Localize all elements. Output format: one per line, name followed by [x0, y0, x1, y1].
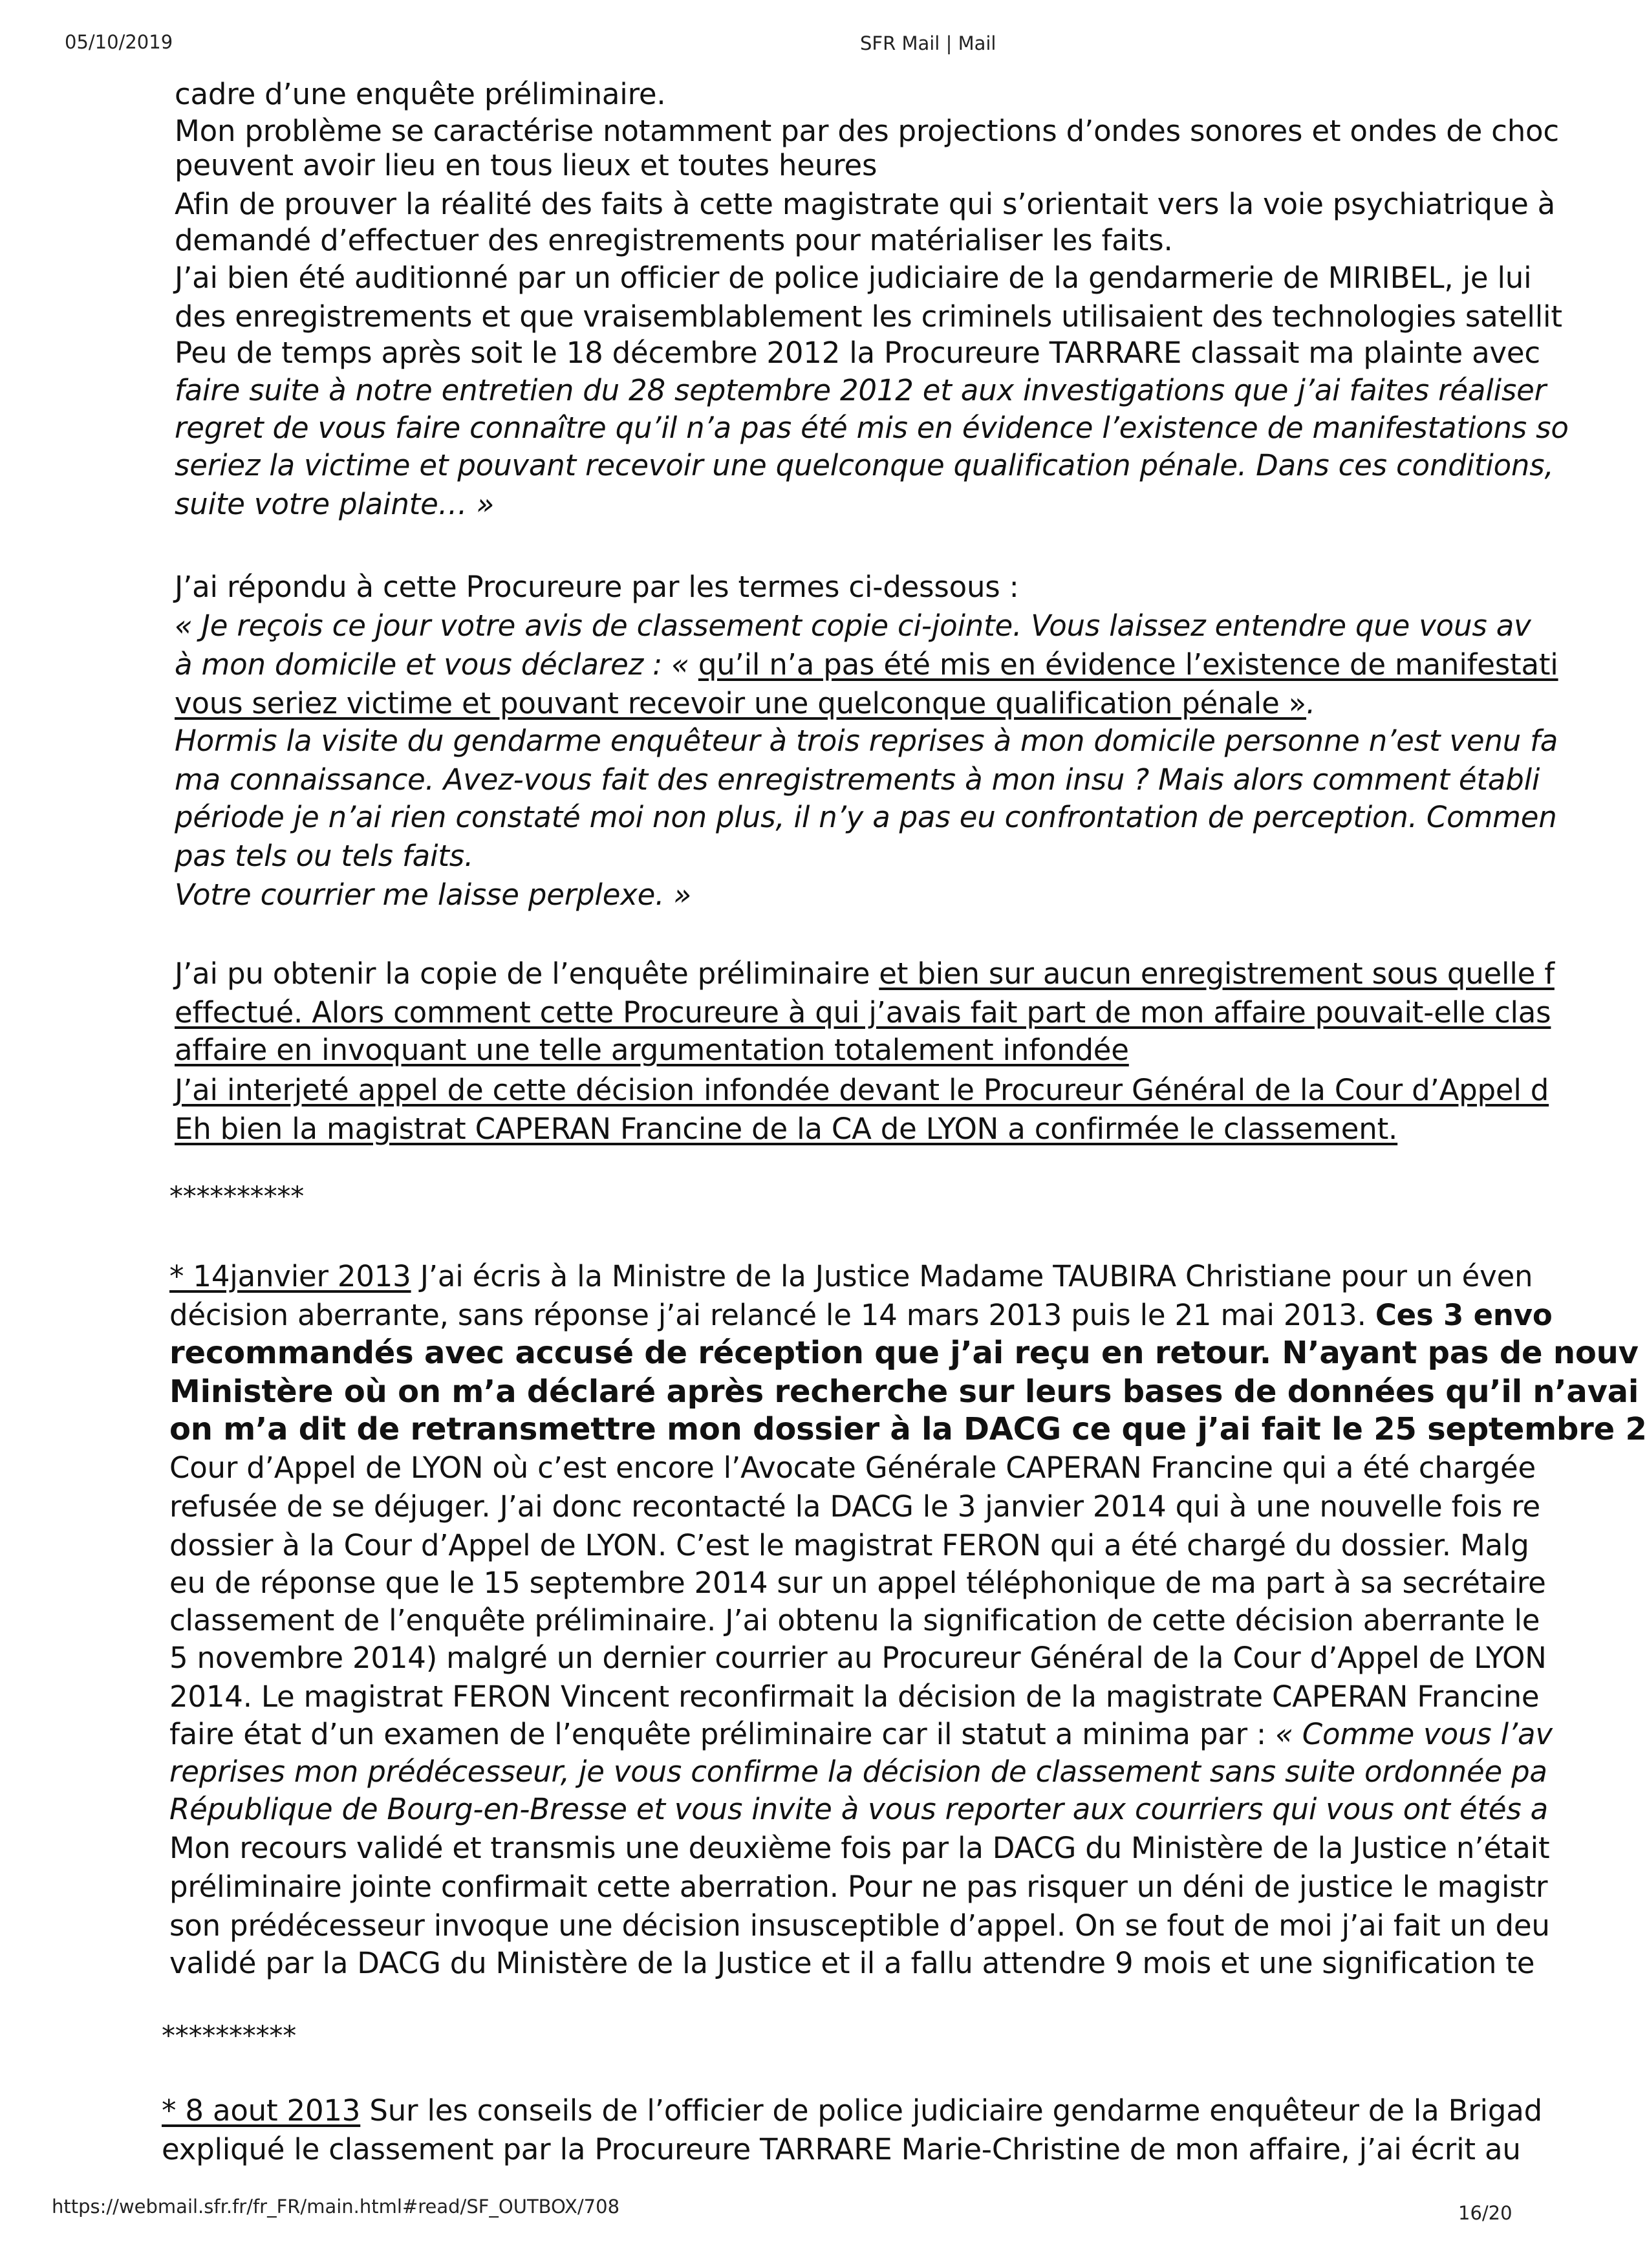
text-segment: demandé d’effectuer des enregistrements pour matérialiser les faits.: [175, 223, 1173, 257]
footer-page-number: 16/20: [1458, 2202, 1512, 2224]
text-segment: Mon problème se caractérise notamment par des projections d’ondes sonores et ondes de choc: [175, 114, 1559, 148]
text-segment: affaire en invoquant une telle argumentation totalement infondée: [175, 1033, 1129, 1067]
text-segment: refusée de se déjuger. J’ai donc recontacté la DACG le 3 janvier 2014 qui à une nouvelle fois re: [169, 1489, 1540, 1524]
text-segment: Votre courrier me laisse perplexe. »: [175, 878, 691, 912]
text-line: [175, 569, 1507, 605]
text-line: [162, 2018, 1507, 2054]
text-line: [175, 147, 1507, 184]
text-line: [162, 2132, 1521, 2168]
text-segment: faire état d’un examen de l’enquête préliminaire car il statut a minima par :: [169, 1717, 1276, 1751]
text-line: [169, 1374, 1639, 1410]
text-segment: vous seriez victime et pouvant recevoir une quelconque qualification pénale »: [175, 686, 1307, 720]
text-line: [169, 1640, 1547, 1676]
text-segment: Sur les conseils de l’officier de police judiciaire gendarme enquêteur de la Brigad: [360, 2093, 1542, 2128]
text-line: [175, 410, 1569, 446]
text-segment: J’ai interjeté appel de cette décision infondée devant le Procureur Général de la Cour d’Appel d: [175, 1073, 1549, 1107]
text-line: [169, 1335, 1639, 1371]
text-segment: 2014. Le magistrat FERON Vincent reconfirmait la décision de la magistrate CAPERAN Francine: [169, 1679, 1540, 1714]
text-segment: dossier à la Cour d’Appel de LYON. C’est le magistrat FERON qui a été chargé du dossier. Malg: [169, 1528, 1529, 1562]
text-line: [169, 1830, 1550, 1866]
text-line: [175, 1072, 1549, 1108]
text-line: [175, 76, 1507, 113]
text-line: [175, 260, 1532, 296]
text-line: [175, 762, 1540, 798]
text-line: [169, 1411, 1647, 1447]
text-segment: Afin de prouver la réalité des faits à cette magistrate qui s’orientait vers la voie psychiatrique à: [175, 187, 1556, 221]
text-segment: suite votre plainte… »: [175, 487, 495, 521]
text-segment: Cour d’Appel de LYON où c’est encore l’Avocate Générale CAPERAN Francine qui a été chargée: [169, 1451, 1536, 1485]
text-segment: .: [1306, 686, 1316, 720]
text-line: [175, 299, 1562, 335]
text-line: [175, 113, 1559, 149]
text-segment: 5 novembre 2014) malgré un dernier courrier au Procureur Général de la Cour d’Appel de LYON: [169, 1641, 1547, 1675]
text-segment: ma connaissance. Avez-vous fait des enregistrements à mon insu ? Mais alors comment établi: [175, 762, 1540, 797]
text-line: [162, 2093, 1542, 2129]
text-line: [175, 373, 1546, 409]
text-segment: J’ai bien été auditionné par un officier de police judiciaire de la gendarmerie de MIRIBEL, je lui: [175, 261, 1532, 295]
text-line: [175, 647, 1558, 683]
text-segment: « Je reçois ce jour votre avis de classement copie ci-jointe. Vous laissez entendre que vous av: [175, 609, 1531, 643]
text-line: [169, 1258, 1533, 1295]
text-line: [175, 335, 1540, 371]
text-segment: préliminaire jointe confirmait cette aberration. Pour ne pas risquer un déni de justice le magistr: [169, 1870, 1548, 1904]
text-segment: J’ai écris à la Ministre de la Justice Madame TAUBIRA Christiane pour un éven: [411, 1259, 1533, 1293]
text-segment: peuvent avoir lieu en tous lieux et toutes heures: [175, 148, 877, 182]
text-line: [175, 1111, 1507, 1147]
text-line: [169, 1908, 1550, 1944]
text-line: [175, 838, 1507, 874]
text-line: [169, 1178, 1507, 1215]
text-segment: J’ai pu obtenir la copie de l’enquête préliminaire: [175, 956, 879, 991]
text-segment: validé par la DACG du Ministère de la Justice et il a fallu attendre 9 mois et une signification te: [169, 1946, 1535, 1980]
text-segment: recommandés avec accusé de réception que j’ai reçu en retour. N’ayant pas de nouv: [169, 1335, 1639, 1371]
text-segment: J’ai répondu à cette Procureure par les termes ci-dessous :: [175, 570, 1019, 604]
text-line: [169, 1754, 1547, 1790]
text-segment: reprises mon prédécesseur, je vous confirme la décision de classement sans suite ordonnée pa: [169, 1755, 1547, 1789]
text-line: [175, 222, 1507, 259]
text-line: [175, 686, 1507, 722]
text-line: [175, 486, 1507, 523]
text-line: [175, 1032, 1507, 1068]
text-segment: * 14janvier 2013: [169, 1259, 411, 1293]
text-segment: * 8 aout 2013: [162, 2093, 361, 2128]
text-segment: qu’il n’a pas été mis en évidence l’existence de manifestati: [698, 647, 1558, 682]
text-segment: des enregistrements et que vraisemblablement les criminels utilisaient des technologies satellit: [175, 299, 1562, 334]
text-line: [175, 799, 1557, 836]
text-segment: Mon recours validé et transmis une deuxième fois par la DACG du Ministère de la Justice n’était: [169, 1831, 1550, 1865]
text-segment: effectué. Alors comment cette Procureure à qui j’avais fait part de mon affaire pouvait-elle clas: [175, 995, 1551, 1030]
text-segment: expliqué le classement par la Procureure TARRARE Marie-Christine de mon affaire, j’ai écrit au: [162, 2132, 1521, 2166]
text-segment: on m’a dit de retransmettre mon dossier à la DACG ce que j’ai fait le 25 septembre 2: [169, 1411, 1647, 1447]
text-segment: pas tels ou tels faits.: [175, 839, 474, 873]
text-segment: Hormis la visite du gendarme enquêteur à trois reprises à mon domicile personne n’est venu fa: [175, 724, 1558, 758]
text-segment: seriez la victime et pouvant recevoir une quelconque qualification pénale. Dans ces conditions,: [175, 448, 1554, 482]
text-segment: à mon domicile et vous déclarez : «: [175, 647, 698, 682]
text-line: [175, 877, 1507, 913]
text-line: [169, 1716, 1553, 1753]
text-segment: cadre d’une enquête préliminaire.: [175, 77, 666, 111]
text-segment: faire suite à notre entretien du 28 septembre 2012 et aux investigations que j’ai faites réaliser: [175, 373, 1546, 407]
text-line: [169, 1679, 1540, 1715]
text-segment: classement de l’enquête préliminaire. J’ai obtenu la signification de cette décision aberrante le: [169, 1603, 1540, 1637]
text-segment: Ministère où on m’a déclaré après recherche sur leurs bases de données qu’il n’avai: [169, 1374, 1639, 1410]
text-line: [175, 956, 1555, 992]
header-date: 05/10/2019: [65, 31, 173, 53]
text-segment: décision aberrante, sans réponse j’ai relancé le 14 mars 2013 puis le 21 mai 2013.: [169, 1298, 1375, 1332]
text-line: [169, 1869, 1548, 1905]
text-segment: **********: [162, 2020, 297, 2051]
text-segment: République de Bourg-en-Bresse et vous invite à vous reporter aux courriers qui vous ont étés a: [169, 1792, 1549, 1826]
text-line: [169, 1528, 1529, 1564]
text-line: [169, 1603, 1540, 1639]
text-line: [175, 995, 1551, 1031]
text-line: [169, 1297, 1553, 1334]
header-title: SFR Mail | Mail: [860, 32, 996, 54]
text-segment: eu de réponse que le 15 septembre 2014 sur un appel téléphonique de ma part à sa secrétaire: [169, 1566, 1546, 1600]
text-line: [169, 1791, 1549, 1828]
text-segment: **********: [169, 1180, 305, 1212]
text-segment: regret de vous faire connaître qu’il n’a pas été mis en évidence l’existence de manifestations so: [175, 411, 1569, 445]
text-segment: « Comme vous l’av: [1275, 1717, 1553, 1751]
text-segment: son prédécesseur invoque une décision insusceptible d’appel. On se fout de moi j’ai fait un deu: [169, 1908, 1550, 1943]
footer-url: https://webmail.sfr.fr/fr_FR/main.html#read/SF_OUTBOX/708: [52, 2196, 620, 2218]
text-line: [169, 1489, 1540, 1525]
text-segment: et bien sur aucun enregistrement sous quelle f: [879, 956, 1555, 991]
text-line: [175, 723, 1558, 759]
text-line: [175, 448, 1554, 484]
text-segment: Peu de temps après soit le 18 décembre 2012 la Procureure TARRARE classait ma plainte avec: [175, 336, 1540, 370]
text-line: [169, 1945, 1535, 1982]
text-line: [175, 186, 1556, 222]
text-segment: Ces 3 envo: [1375, 1298, 1553, 1332]
text-line: [169, 1565, 1546, 1601]
text-line: [175, 608, 1531, 644]
text-segment: Eh bien la magistrat CAPERAN Francine de la CA de LYON a confirmée le classement.: [175, 1112, 1398, 1146]
text-segment: période je n’ai rien constaté moi non plus, il n’y a pas eu confrontation de perception. Commen: [175, 800, 1557, 834]
text-line: [169, 1450, 1536, 1486]
